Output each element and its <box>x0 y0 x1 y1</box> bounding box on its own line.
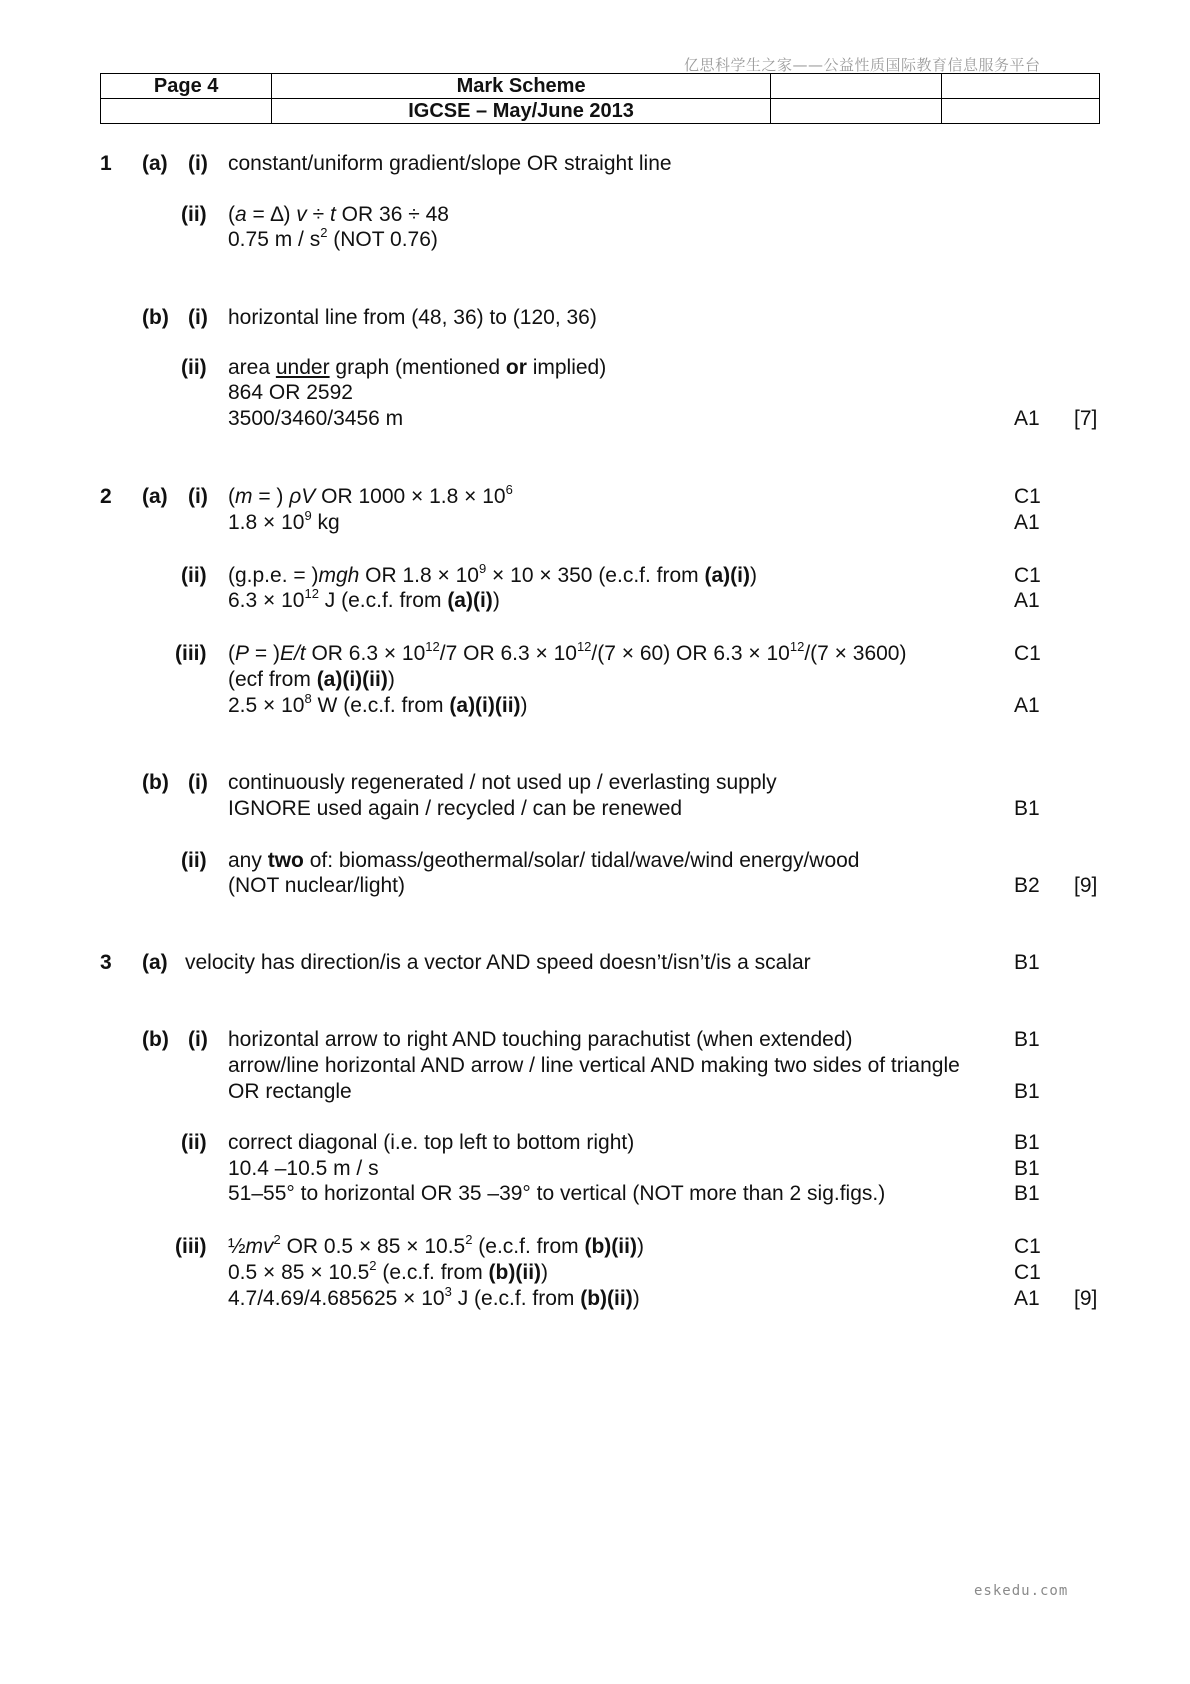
watermark: 亿思科学生之家——公益性质国际教育信息服务平台 <box>684 56 1041 74</box>
answer-line: 0.75 m / $s^2$ (NOT 0.76) <box>228 225 438 251</box>
answer-line: 3500/3460/3456 m <box>228 407 404 430</box>
answer-line: 51–55° to horizontal OR 35 –39° to vertical (NOT more than 2 sig.figs.) <box>228 1182 886 1205</box>
answer-line: (P = )E/t OR $6.3 \times 10^{12}/7$ OR $6.3 \times 10^{12}/(7 \times 60)$ OR $6.3 \times 10^{12}/(7 \times 3600)$ <box>228 639 907 665</box>
subpart-label: (i) <box>188 771 208 794</box>
header-empty-cell <box>941 99 1099 124</box>
part-label: (b) <box>142 771 169 794</box>
answer-line: (a = ∆) v ÷ t OR 36 ÷ 48 <box>228 203 449 226</box>
mark: B1 <box>1014 1131 1040 1154</box>
answer-line: 864 OR 2592 <box>228 381 353 404</box>
answer-line: horizontal line from (48, 36) to (120, 36) <box>228 306 597 329</box>
mark: B1 <box>1014 1028 1040 1051</box>
mark: B1 <box>1014 797 1040 820</box>
header-empty-cell <box>941 74 1099 99</box>
answer-line: $4.7/4.69/4.685625 \times 10^3$ J (e.c.f. from (b)(ii)) <box>228 1284 640 1310</box>
subpart-label: (ii) <box>181 356 207 379</box>
answer-line: 10.4 –10.5 m / s <box>228 1157 379 1180</box>
subpart-label: (ii) <box>181 849 207 872</box>
answer-line: $1.8 \times 10^9$ kg <box>228 508 340 534</box>
answer-line: any two of: biomass/geothermal/solar/ tidal/wave/wind energy/wood <box>228 849 860 872</box>
mark: A1 <box>1014 407 1040 430</box>
answer-line: $\frac{1}{2}mv^2$ OR $0.5 \times 85 \times 10.5^2$ (e.c.f. from (b)(ii)) <box>228 1232 644 1258</box>
answer-line: $0.5 \times 85 \times 10.5^2$ (e.c.f. from (b)(ii)) <box>228 1258 549 1284</box>
mark: A1 <box>1014 589 1040 612</box>
answer-line: $2.5 \times 10^8$ W (e.c.f. from (a)(i)(ii)) <box>228 691 528 717</box>
page-number: Page 4 <box>101 74 272 99</box>
header-empty-cell <box>101 99 272 124</box>
answer-line: area under graph (mentioned or implied) <box>228 356 607 379</box>
mark: B1 <box>1014 951 1040 974</box>
subpart-label: (ii) <box>181 203 207 226</box>
mark: C1 <box>1014 1261 1041 1284</box>
subpart-label: (iii) <box>175 642 207 665</box>
subpart-label: (i) <box>188 1028 208 1051</box>
total-marks: [7] <box>1074 407 1098 430</box>
part-label: (a) <box>142 152 168 175</box>
mark: B2 <box>1014 874 1040 897</box>
answer-line: (ecf from (a)(i)(ii)) <box>228 668 395 691</box>
answer-line: (g.p.e. = )mgh OR $1.8 \times 10^9 \times 10 \times 350$ (e.c.f. from (a)(i)) <box>228 561 757 587</box>
part-label: (b) <box>142 1028 169 1051</box>
answer-line: velocity has direction/is a vector AND speed doesn’t/isn’t/is a scalar <box>185 951 811 974</box>
part-label: (a) <box>142 951 168 974</box>
subpart-label: (i) <box>188 152 208 175</box>
subpart-label: (ii) <box>181 1131 207 1154</box>
total-marks: [9] <box>1074 1287 1098 1310</box>
exam-session: IGCSE – May/June 2013 <box>272 99 771 124</box>
subpart-label: (i) <box>188 306 208 329</box>
mark: A1 <box>1014 511 1040 534</box>
answer-line: $6.3 \times 10^{12}$ J (e.c.f. from (a)(i)) <box>228 586 500 612</box>
answer-line: arrow/line horizontal AND arrow / line vertical AND making two sides of triangle <box>228 1054 960 1077</box>
part-label: (b) <box>142 306 169 329</box>
mark: C1 <box>1014 564 1041 587</box>
answer-line: IGNORE used again / recycled / can be renewed <box>228 797 683 820</box>
question-number: 2 <box>100 485 112 508</box>
mark: B1 <box>1014 1080 1040 1103</box>
mark: C1 <box>1014 642 1041 665</box>
question-number: 3 <box>100 951 112 974</box>
subpart-label: (iii) <box>175 1235 207 1258</box>
answer-line: constant/uniform gradient/slope OR straight line <box>228 152 672 175</box>
mark: B1 <box>1014 1157 1040 1180</box>
subpart-label: (ii) <box>181 564 207 587</box>
mark: B1 <box>1014 1182 1040 1205</box>
answer-line: (NOT nuclear/light) <box>228 874 406 897</box>
total-marks: [9] <box>1074 874 1098 897</box>
mark: A1 <box>1014 1287 1040 1310</box>
subpart-label: (i) <box>188 485 208 508</box>
answer-line: (m = ) ρV OR $1000 \times 1.8 \times 10^6$ <box>228 482 513 508</box>
footer-url: eskedu.com <box>974 1583 1069 1599</box>
answer-line: OR rectangle <box>228 1080 352 1103</box>
header-table <box>100 73 1100 124</box>
header-empty-cell <box>770 74 941 99</box>
mark: A1 <box>1014 694 1040 717</box>
mark: C1 <box>1014 485 1041 508</box>
answer-line: continuously regenerated / not used up / everlasting supply <box>228 771 777 794</box>
document-title: Mark Scheme <box>272 74 771 99</box>
answer-line: horizontal arrow to right AND touching parachutist (when extended) <box>228 1028 853 1051</box>
header-empty-cell <box>770 99 941 124</box>
part-label: (a) <box>142 485 168 508</box>
question-number: 1 <box>100 152 112 175</box>
mark: C1 <box>1014 1235 1041 1258</box>
answer-line: correct diagonal (i.e. top left to bottom right) <box>228 1131 635 1154</box>
